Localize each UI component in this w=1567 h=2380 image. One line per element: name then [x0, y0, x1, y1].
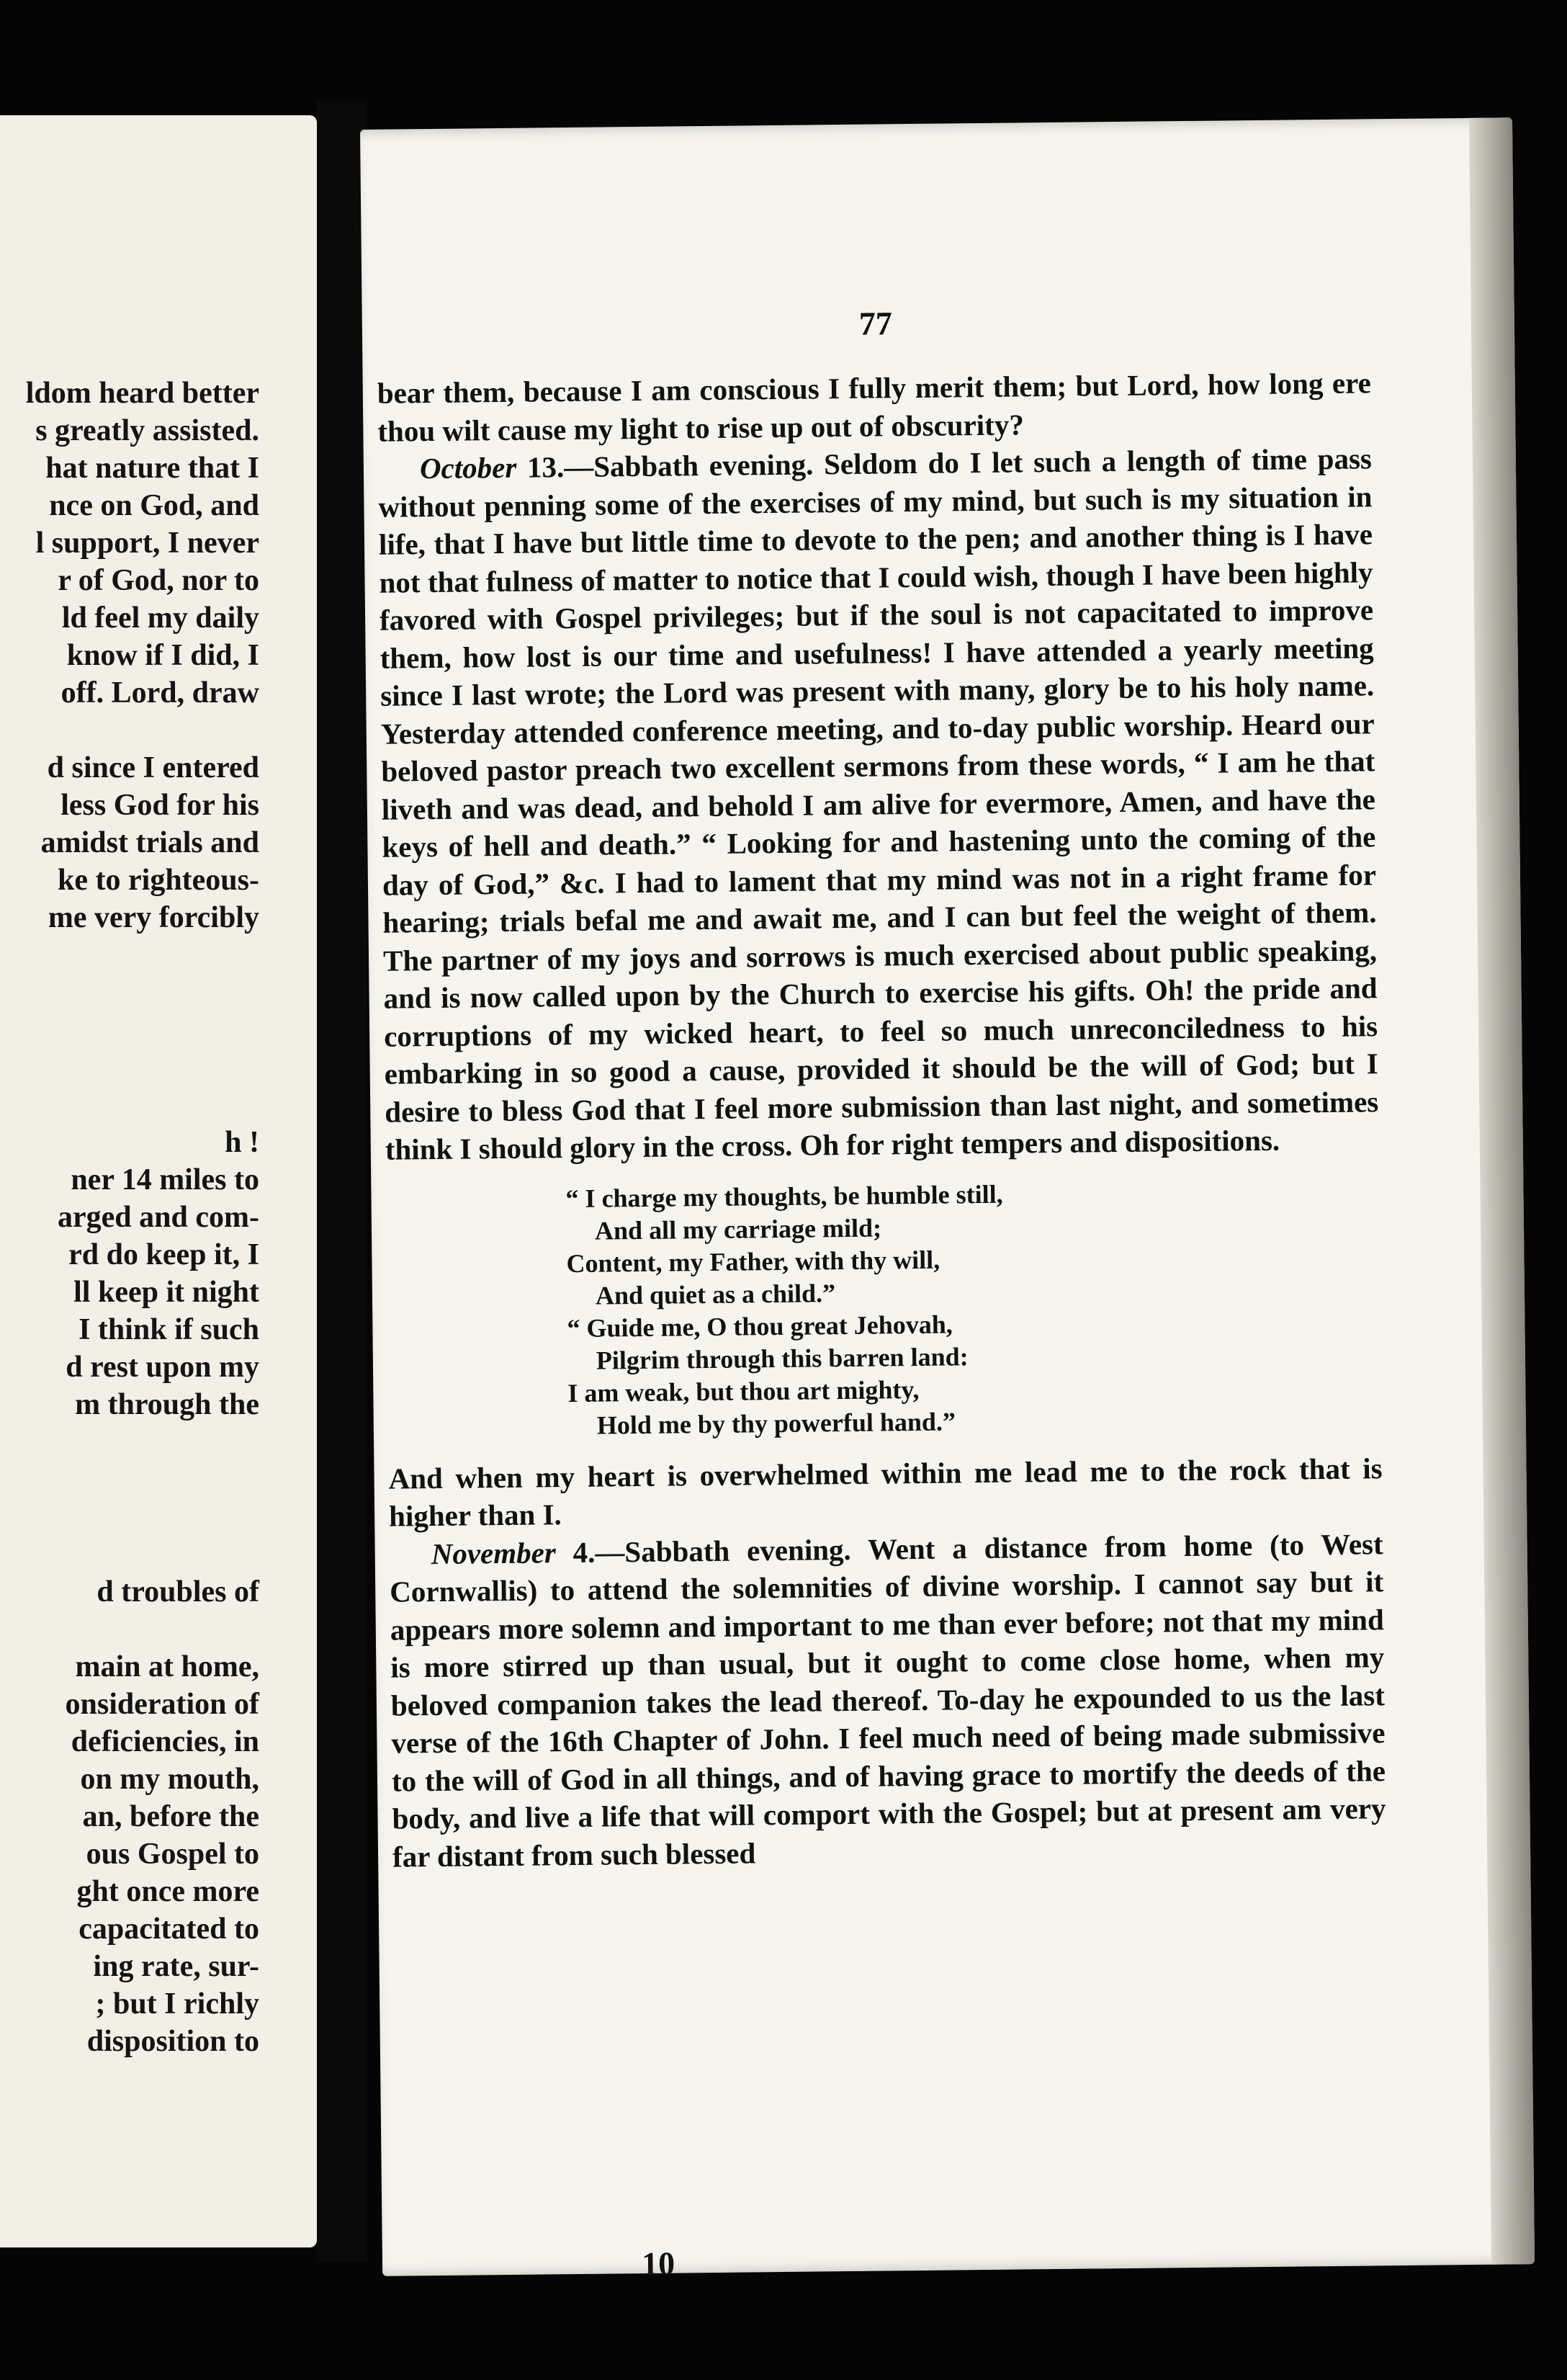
verse-line: And all my carriage mild; [594, 1213, 882, 1245]
left-page-line: ous Gospel to [86, 1838, 259, 1871]
left-page-line: d troubles of [96, 1575, 259, 1609]
left-page-line: ll keep it night [73, 1276, 259, 1309]
left-page-line: disposition to [86, 2025, 259, 2058]
paragraph: bear them, because I am conscious I fully merit them; but Lord, how long ere thou wilt cause my light to rise up out of obscurity? [377, 366, 1371, 448]
left-page-line: nce on God, and [49, 489, 259, 522]
left-page-line [0, 1423, 259, 1461]
left-page-line [0, 1536, 259, 1573]
left-page-line: d since I entered [47, 751, 259, 784]
verse-line: I am weak, but thou art mighty, [567, 1374, 920, 1408]
page-body [377, 364, 1387, 1875]
entry-date: October [419, 450, 517, 486]
left-page-line [0, 936, 259, 974]
left-page-line: r of God, nor to [58, 564, 259, 597]
entry-date: November [431, 1535, 556, 1570]
left-page-line: off. Lord, draw [60, 676, 259, 710]
verse-line: “ Guide me, O thou great Jehovah, [567, 1309, 953, 1343]
verse-line: Pilgrim through this barren land: [596, 1341, 969, 1375]
left-page-line [0, 1049, 259, 1086]
verse-line: Hold me by thy powerful hand.” [596, 1406, 956, 1440]
page-number: 77 [858, 305, 893, 342]
book-gutter [317, 101, 367, 2262]
left-page-line [0, 1498, 259, 1536]
left-page-line: ld feel my daily [61, 601, 259, 635]
left-page-line [0, 1086, 259, 1124]
left-page-text [0, 375, 259, 2060]
verse-line: “ I charge my thoughts, be humble still, [565, 1179, 1003, 1213]
left-page-line [0, 1611, 259, 1648]
left-page-line [0, 712, 259, 749]
left-page-line: ght once more [76, 1875, 259, 1908]
left-page-line: on my mouth, [80, 1763, 259, 1796]
left-page-line: d rest upon my [66, 1351, 259, 1384]
left-page-line: deficiencies, in [71, 1725, 259, 1758]
left-page-line: capacitated to [78, 1912, 259, 1946]
left-page-line: hat nature that I [45, 452, 259, 485]
left-page-line [0, 974, 259, 1011]
left-page-line: s greatly assisted. [35, 414, 259, 447]
paragraph [389, 1525, 1386, 1876]
left-page-line [0, 1011, 259, 1049]
left-page-line: know if I did, I [66, 639, 259, 672]
left-page-line: arged and com- [58, 1201, 259, 1234]
hymn-verse [565, 1174, 1382, 1442]
left-page-line: ke to righteous- [58, 864, 259, 897]
verse-line: And quiet as a child.” [595, 1278, 836, 1310]
left-page-line: ; but I richly [95, 1987, 259, 2021]
left-page-line: rd do keep it, I [68, 1238, 259, 1271]
left-page-line: ner 14 miles to [71, 1163, 259, 1196]
left-page-line: h ! [225, 1126, 259, 1159]
paragraph [378, 439, 1379, 1168]
left-page-line: m through the [75, 1388, 259, 1421]
paragraph: And when my heart is overwhelmed within me lead me to the rock that is higher than I. [388, 1451, 1383, 1533]
left-page-line: ing rate, sur- [93, 1950, 259, 1983]
entry-text: 4.—Sabbath evening. Went a distance from home (to West Cornwallis) to attend the solemnities of divine worship. I cannot say but it appears more solemn and important to me than ever before; not that my mind is more stirred up than usual, but it ought to come close home, when my beloved companion takes the lead thereof. To-day he expounded to us the last verse of the 16th Chapter of John. I feel much need of being made submissive to the will of God in all things, and of having grace to mortify the deeds of the body, and live a life that will comport with the Gospel; but at present am very far distant from such blessed [390, 1526, 1386, 1874]
left-page-line: I think if such [78, 1313, 259, 1346]
left-page-line: me very forcibly [48, 901, 259, 934]
right-page [360, 117, 1535, 2283]
left-page-line: main at home, [75, 1650, 259, 1683]
signature-mark: 10 [641, 2245, 675, 2283]
left-page-line: onsideration of [65, 1688, 259, 1721]
left-page [0, 115, 317, 2247]
left-page-line: less God for his [60, 789, 259, 822]
left-page-line: ldom heard better [25, 377, 259, 410]
left-page-line: l support, I never [35, 527, 259, 560]
left-page-line: an, before the [82, 1800, 259, 1833]
page-edge [1469, 117, 1535, 2264]
verse-line: Content, my Father, with thy will, [566, 1245, 940, 1278]
left-page-line [0, 1461, 259, 1498]
left-page-line: amidst trials and [40, 826, 259, 859]
entry-text: 13.—Sabbath evening. Seldom do I let such a length of time pass without penning some of the exercises of my mind, but such is my situation in life, that I have but little time to devote to the pen; and another thing is I have not that fulness of matter to notice that I could wish, though I have been highly favored with Gospel privileges; but if the soul is not capacitated to improve them, how lost is our time and usefulness! I have attended a yearly meeting since I last wrote; the Lord was present with many, glory be to his holy name. Yesterday attended conference meeting, and to-day public worship. Heard our beloved pastor preach two excellent sermons from these words, “ I am he that liveth and was dead, and behold I am alive for evermore, Amen, and have the keys of hell and death.” “ Looking for and hastening unto the coming of the day of God,” &c. I had to lament that my mind was not in a right frame for hearing; trials befal me and await me, and I can but feel the weight of them. The partner of my joys and sorrows is much exercised about public speaking, and is now called upon by the Church to exercise his gifts. Oh! the pride and corruptions of my wicked heart, to feel so much unreconciledness to his embarking in so good a cause, provided it should be the will of God; but I desire to bless God that I feel more submission than last night, and sometimes think I should glory in the cross. Oh for right tempers and dispositions. [378, 442, 1379, 1166]
